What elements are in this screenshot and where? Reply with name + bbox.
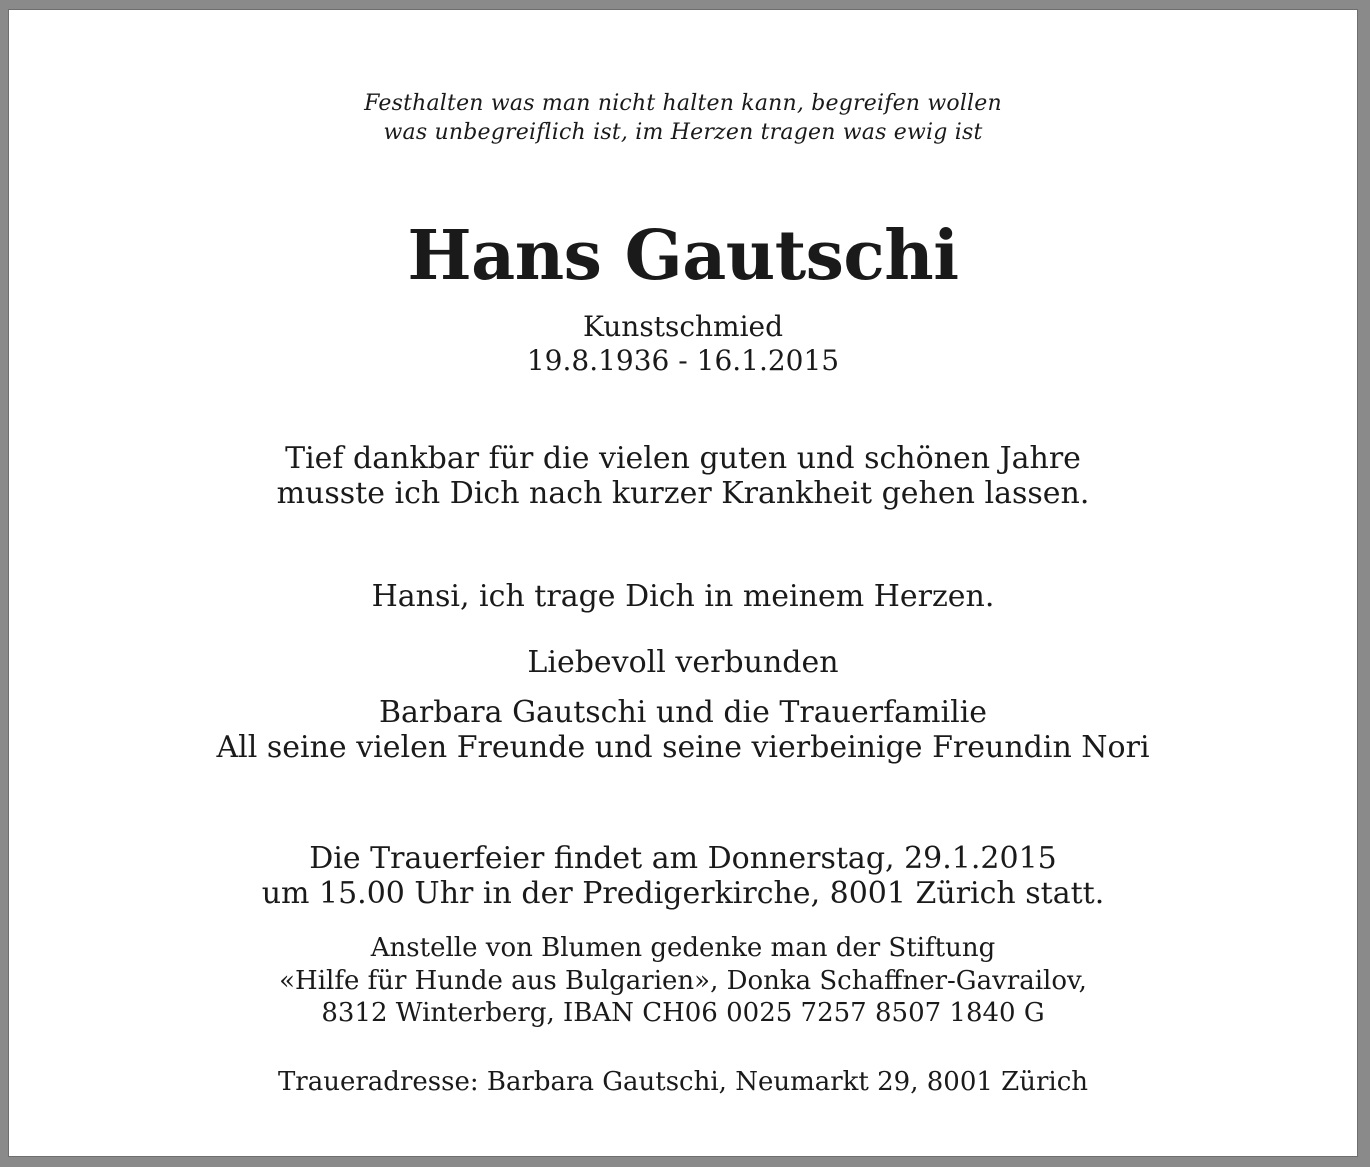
ceremony-line-1: Die Trauerfeier findet am Donnerstag, 29.1.2015 — [309, 841, 1057, 876]
mourners-line-2: All seine vielen Freunde und seine vierbeinige Freundin Nori — [216, 730, 1150, 765]
motto-line-2: was unbegreiflich ist, im Herzen tragen was ewig ist — [383, 120, 983, 145]
deceased-dates: 19.8.1936 - 16.1.2015 — [526, 344, 840, 377]
donation-line-1: Anstelle von Blumen gedenke man der Stiftung — [370, 933, 996, 963]
message-line-1: Tief dankbar für die vielen guten und schönen Jahre — [285, 441, 1081, 476]
message-line-2: musste ich Dich nach kurzer Krankheit gehen lassen. — [276, 476, 1090, 511]
deceased-name: Hans Gautschi — [407, 216, 959, 296]
ceremony-line-2: um 15.00 Uhr in der Predigerkirche, 8001 Zürich statt. — [261, 876, 1105, 911]
donation-line-2: «Hilfe für Hunde aus Bulgarien», Donka Schaffner-Gavrailov, — [279, 966, 1087, 996]
deceased-profession: Kunstschmied — [582, 310, 784, 343]
mourners-line-1: Barbara Gautschi und die Trauerfamilie — [378, 695, 988, 730]
mourning-address: Traueradresse: Barbara Gautschi, Neumarkt 29, 8001 Zürich — [277, 1067, 1089, 1097]
personal-message: Hansi, ich trage Dich in meinem Herzen. — [371, 579, 995, 614]
obituary-notice — [8, 9, 1358, 1157]
motto-line-1: Festhalten was man nicht halten kann, begreifen wollen — [364, 91, 1002, 116]
mourners-intro: Liebevoll verbunden — [527, 645, 839, 680]
donation-line-3: 8312 Winterberg, IBAN CH06 0025 7257 8507 1840 G — [321, 998, 1045, 1028]
